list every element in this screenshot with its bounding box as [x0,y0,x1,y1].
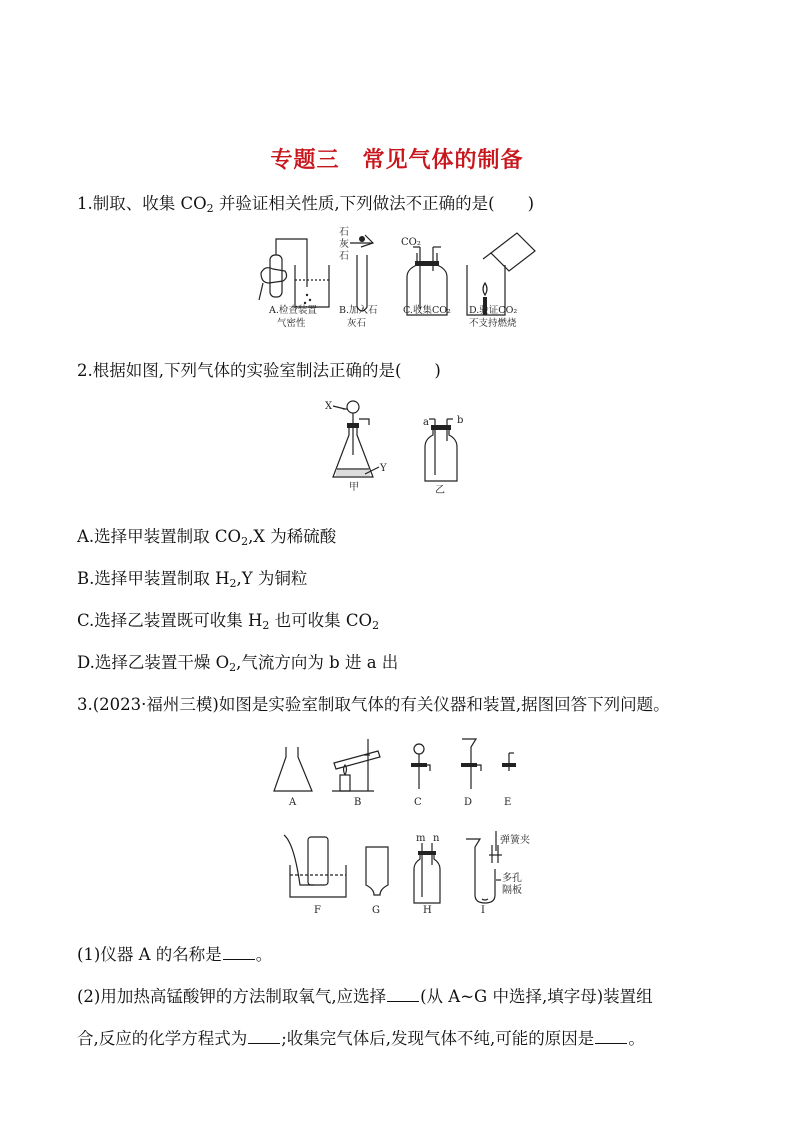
q1-limestone-label-2: 灰 [339,239,349,250]
q2-option-d-sub: 2 [229,661,237,674]
q2-stem: 2.根据如图,下列气体的实验室制法正确的是( ) [77,361,441,380]
q3-sub2-text4: ;收集完气体后,发现气体不纯,可能的原因是 [281,1029,595,1048]
q2-label-jia: 甲 [349,482,359,493]
q3-label-n: n [433,833,440,844]
q1-caption-d1: D.验证CO₂ [469,305,518,316]
q1-caption-b1: B.加入石 [339,305,378,316]
q3-label-f: F [314,905,321,915]
q3-sub2-blank1[interactable] [387,987,419,1002]
q3-apparatus-e [502,753,516,808]
q2-label-a: a [423,417,429,428]
q3-label-a: A [289,797,297,808]
q2-label-yi: 乙 [435,485,445,495]
q2-option-a-sub: 2 [241,535,249,548]
q2-option-d-text2: ,气流方向为 b 进 a 出 [236,653,399,672]
q3-apparatus-i [466,831,530,915]
q3-apparatus-a [274,747,312,808]
q3-label-c: C [414,797,422,808]
q3-apparatus-g [366,847,388,915]
q2-option-c [77,607,379,631]
q2-option-b-text: B.选择甲装置制取 H [77,569,230,588]
q2-option-c-sub2: 2 [372,619,380,632]
q1-apparatus-a [259,239,329,307]
q3-label-b: B [354,797,362,808]
q2-figure [325,395,475,495]
q1-caption-a1: A.检查装置 [269,305,317,316]
q1-limestone-label-3: 石 [339,251,349,262]
q3-label-i: I [481,905,485,915]
q2-apparatus-jia [325,401,387,493]
q1-caption-d2: 不支持燃烧 [469,318,517,329]
q1-apparatus-d [467,233,535,315]
q3-sub2-blank3[interactable] [595,1029,627,1044]
q3-apparatus-c [411,744,430,808]
q3-sub1-text: (1)仪器 A 的名称是 [77,945,222,964]
q3-label-d: D [464,797,473,808]
q2-option-a [77,523,336,547]
page-title: 专题三 常见气体的制备 [270,148,524,173]
q1-apparatus-c [401,237,447,315]
q2-label-b: b [457,415,464,426]
q2-option-d [77,649,398,673]
q2-option-c-sub: 2 [262,619,270,632]
q1-stem [77,190,534,214]
q3-sub2-text3: 合,反应的化学方程式为 [77,1029,248,1048]
q2-option-b-sub: 2 [229,577,237,590]
q3-sub2-line1 [77,983,653,1007]
q1-caption-c: C.收集CO₂ [403,305,451,316]
q2-label-x: X [325,401,333,412]
q3-apparatus-h [414,833,440,915]
q1-caption-b2: 灰石 [347,318,367,329]
q3-label-plate-2: 隔板 [502,885,522,896]
q1-stem-text2: 并验证相关性质,下列做法不正确的是( ) [213,194,535,213]
q3-label-plate-1: 多孔 [502,873,522,884]
q2-label-y: Y [380,463,387,474]
q2-option-c-text2: 也可收集 CO [269,611,373,630]
q2-option-b-text2: ,Y 为铜粒 [236,569,308,588]
q3-figure [270,735,540,915]
q3-label-h: H [423,905,432,915]
q2-option-a-text2: ,X 为稀硫酸 [248,527,337,546]
q3-apparatus-f [284,835,346,915]
q2-option-c-text: C.选择乙装置既可收集 H [77,611,263,630]
q3-label-g: G [372,905,380,915]
q3-sub2-text2: (从 A~G 中选择,填字母)装置组 [420,987,653,1006]
q3-sub2-text: (2)用加热高锰酸钾的方法制取氧气,应选择 [77,987,387,1006]
q3-sub1-text2: 。 [255,945,273,964]
q3-apparatus-b [332,739,380,808]
q3-stem: 3.(2023·福州三模)如图是实验室制取气体的有关仪器和装置,据图回答下列问题。 [77,695,670,714]
q3-label-m: m [416,833,426,844]
q1-figure [255,225,555,335]
q3-sub1-blank[interactable] [223,945,255,960]
q3-sub2-line2 [77,1025,645,1049]
q1-co2-label: CO₂ [401,237,421,248]
q3-label-clamp: 弹簧夹 [500,835,530,846]
q2-option-b [77,565,307,589]
q3-label-e: E [504,797,512,808]
q2-option-d-text: D.选择乙装置干燥 O [77,653,230,672]
q1-caption-a2: 气密性 [277,318,306,329]
q1-limestone-label-1: 石 [339,227,349,238]
q3-sub2-text5: 。 [628,1029,645,1048]
q1-stem-text: 1.制取、收集 CO [77,194,207,213]
q3-sub1 [77,941,272,965]
q2-apparatus-yi [423,415,463,495]
q3-sub2-blank2[interactable] [248,1029,280,1044]
q3-apparatus-d [461,739,481,808]
q2-option-a-text: A.选择甲装置制取 CO [77,527,242,546]
q1-apparatus-b [339,226,373,311]
q1-stem-sub: 2 [206,202,214,215]
